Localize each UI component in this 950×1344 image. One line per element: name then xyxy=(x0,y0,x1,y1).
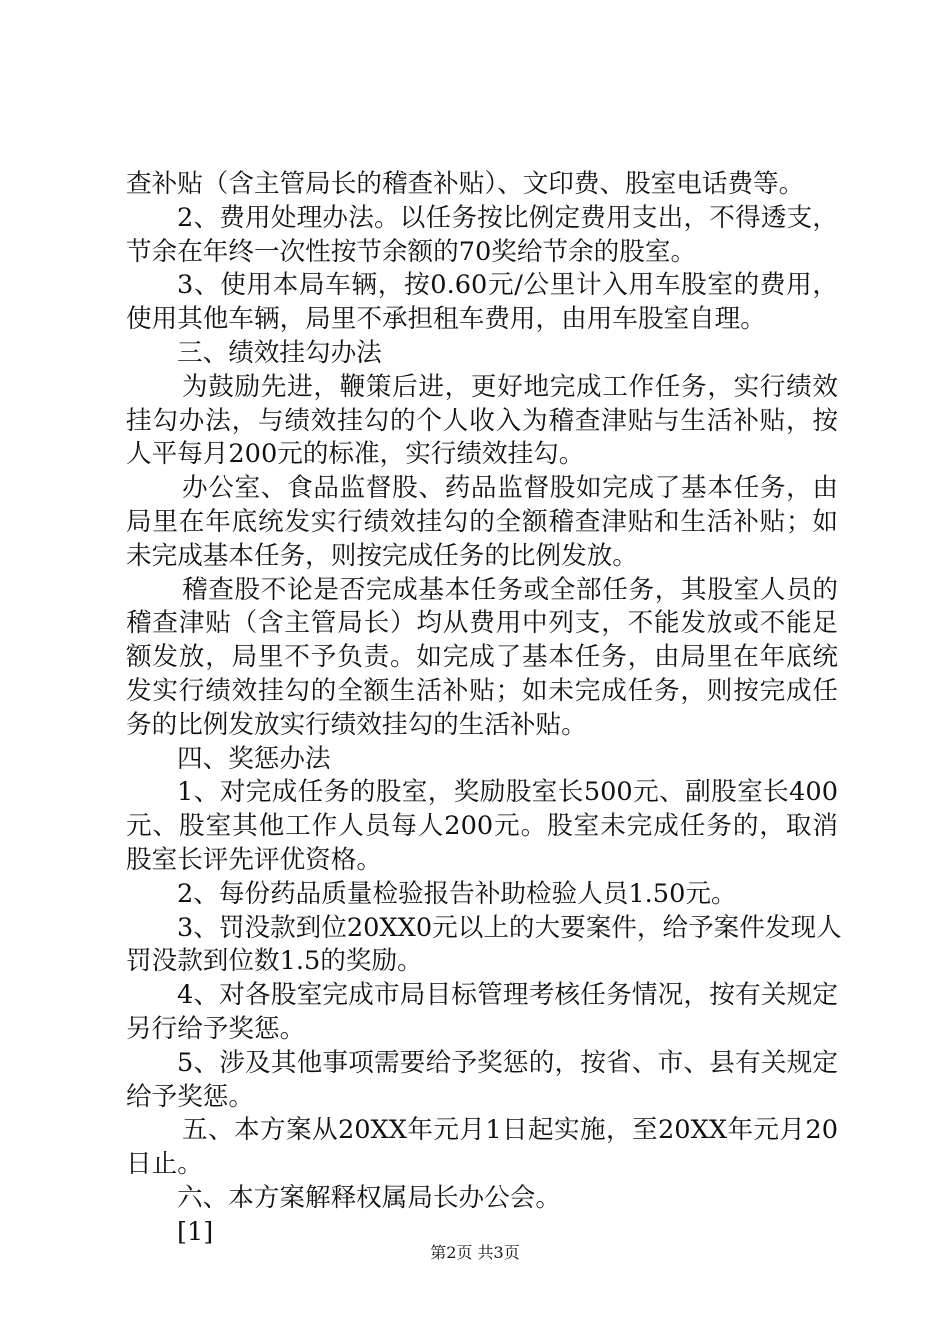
document-line: 日止。 xyxy=(126,1149,203,1180)
document-line: 局里在年底统发实行绩效挂勾的全额稽查津贴和生活补贴；如 xyxy=(126,506,838,537)
document-line: 元、股室其他工作人员每人200元。股室未完成任务的，取消 xyxy=(126,811,838,842)
document-line: [1] xyxy=(177,1216,214,1247)
document-line: 未完成基本任务，则按完成任务的比例发放。 xyxy=(126,540,638,571)
document-line: 2、每份药品质量检验报告补助检验人员1.50元。 xyxy=(177,878,737,909)
document-line: 节余在年终一次性按节余额的70奖给节余的股室。 xyxy=(126,236,697,267)
document-line: 3、使用本局车辆，按0.60元/公里计入用车股室的费用， xyxy=(177,270,838,301)
document-line: 人平每月200元的标准，实行绩效挂勾。 xyxy=(126,439,585,470)
document-line: 股室长评先评优资格。 xyxy=(126,844,382,875)
document-line: 三、绩效挂勾办法 xyxy=(177,337,382,368)
document-line: 罚没款到位数1.5的奖励。 xyxy=(126,946,423,977)
document-line: 五、本方案从20XX年元月1日起实施，至20XX年元月20 xyxy=(182,1115,838,1146)
document-body xyxy=(126,168,842,1250)
document-line: 1、对完成任务的股室，奖励股室长500元、副股室长400 xyxy=(177,777,838,808)
document-line: 额发放，局里不予负责。如完成了基本任务，由局里在年底统 xyxy=(126,642,838,673)
document-line: 给予奖惩。 xyxy=(126,1081,254,1112)
document-line: 稽查津贴（含主管局长）均从费用中列支，不能发放或不能足 xyxy=(126,608,838,639)
document-line: 查补贴（含主管局长的稽查补贴）、文印费、股室电话费等。 xyxy=(126,169,805,199)
document-line: 另行给予奖惩。 xyxy=(126,1013,306,1044)
document-line: 四、奖惩办法 xyxy=(177,743,331,774)
page-footer: 第2页 共3页 xyxy=(430,1243,520,1262)
document-line: 使用其他车辆，局里不承担租车费用，由用车股室自理。 xyxy=(126,304,766,335)
document-line: 3、罚没款到位20XX0元以上的大要案件，给予案件发现人 xyxy=(177,912,842,943)
document-line: 办公室、食品监督股、药品监督股如完成了基本任务，由 xyxy=(182,473,838,504)
document-line: 为鼓励先进，鞭策后进，更好地完成工作任务，实行绩效 xyxy=(182,371,838,402)
document-line: 5、涉及其他事项需要给予奖惩的，按省、市、县有关规定 xyxy=(177,1047,838,1078)
document-line: 务的比例发放实行绩效挂勾的生活补贴。 xyxy=(126,709,587,740)
document-line: 2、费用处理办法。以任务按比例定费用支出，不得透支， xyxy=(177,202,838,233)
document-line: 发实行绩效挂勾的全额生活补贴；如未完成任务，则按完成任 xyxy=(126,675,838,706)
document-line: 稽查股不论是否完成基本任务或全部任务，其股室人员的 xyxy=(182,574,838,605)
document-line: 挂勾办法，与绩效挂勾的个人收入为稽查津贴与生活补贴，按 xyxy=(126,405,838,436)
document-line: 六、本方案解释权属局长办公会。 xyxy=(177,1182,561,1213)
document-line: 4、对各股室完成市局目标管理考核任务情况，按有关规定 xyxy=(177,980,838,1011)
